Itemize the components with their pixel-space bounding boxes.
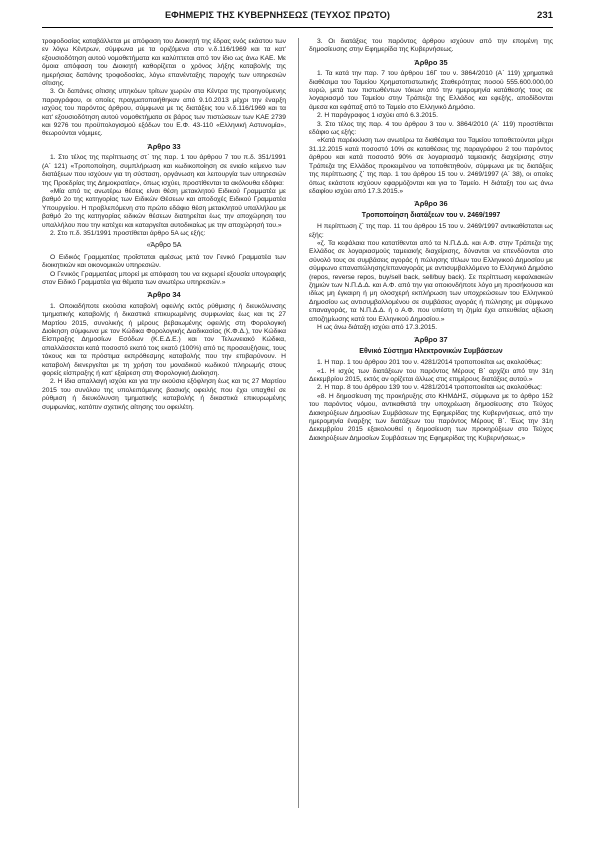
paragraph: τροφοδοσίας καταβάλλεται με απόφαση του Διοικητή της έδρας ενός εκάστου των εν λόγω Κέντρων, σύμφωνα με τα οριζόμενα στο ν.δ.116/1969 και τα κατ' εξουσιοδότηση αυτού νομοθετήματα και καλύπτεται από τον ίδιο ως άνω ΚΑΕ. Με όμοια απόφαση του Διοικητή καθορίζεται ο χρόνος λήξης καταβολής της ημερήσιας δαπάνης τροφοδοσίας, λόγω επανένταξης παροχής των υπηρεσιών σίτισης. [42, 38, 286, 88]
paragraph: 2. Η παρ. 8 του άρθρου 139 του ν. 4281/2014 τροποποιείται ως ακολούθως: [317, 384, 542, 392]
paragraph: Η ως άνω διάταξη ισχύει από 17.3.2015. [317, 324, 438, 331]
paragraph: Η περίπτωση ζ΄ της παρ. 11 του άρθρου 15 του ν. 2469/1997 αντικαθίσταται ως εξής: [309, 223, 553, 239]
paragraph: Ο Ειδικός Γραμματέας προΐσταται αμέσως μετά τον Γενικό Γραμματέα των διοικητικών και οικονομικών υπηρεσιών. [42, 253, 286, 270]
paragraph: «Κατά παρέκκλιση των ανωτέρω τα διαθέσιμα του Ταμείου τοποθετούνται μέχρι 31.12.2015 κατά ποσοστό 10% σε καταθέσεις της παραγράφου 2 του παρόντος άρθρου και κατά ποσοστό 90% σε λογαριασμό ταμειακής διαχείρισης στην Τράπεζα της Ελλάδος προκειμένου να τοποθετηθούν, σύμφωνα με τις διατάξεις της περίπτωσης ζ΄ της παρ. 1 του άρθρου 15 του ν. 2469/1997 (Α΄ 38), οι οποίες όπως εκάστοτε ισχύουν εφαρμόζονται και για το Ταμείο. Η διάταξη του ως άνω εδαφίου ισχύει από 17.3.2015.» [309, 137, 553, 195]
paragraph: 2. Η ίδια απαλλαγή ισχύει και για την εκούσια εξόφληση έως και τις 27 Μαρτίου 2015 του συνόλου της υπολειπόμενης βασικής οφειλής που έχει υπαχθεί σε ρύθμιση ή διευκόλυνση τμηματικής καταβολής ή δικαστικά επικυρωμένης συμφωνίας, κατόπιν σχετικής αίτησης του οφειλέτη. [42, 378, 286, 411]
paragraph: «1. Η ισχύς των διατάξεων του παρόντος Μέρους Β΄ αρχίζει από την 31η Δεκεμβρίου 2015, εκτός αν ορίζεται άλλως στις επιμέρους διατάξεις αυτού.» [309, 367, 553, 384]
article-heading: Άρθρο 37 [414, 335, 448, 345]
paragraph: 1. Οποιαδήποτε εκούσια καταβολή οφειλής εκτός ρύθμισης ή διευκόλυνσης τμηματικής καταβολής ή δικαστικά επικυρωμένης συμφωνίας έως και τις 27 Μαρτίου 2015, συνολικής ή μέρους βεβαιωμένης οφειλής στη Φορολογική Διοίκηση σύμφωνα με τον Κώδικα Φορολογικής Διαδικασίας (Κ.Φ.Δ.), τον Κώδικα Είσπραξης Δημοσίων Εσόδων (Κ.Ε.Δ.Ε.) και τον Τελωνειακό Κώδικα, απαλλάσσεται κατά ποσοστό εκατό τοις εκατό (100%) από τις προσαυξήσεις, τους τόκους και τα πρόστιμα εκπρόθεσμης καταβολής που την επιβαρύνουν. Η καταβολή διενεργείται με τη χρήση του μοναδικού κωδικού πληρωμής στους φορείς είσπραξης ή κατ' εξαίρεση στη Φορολογική Διοίκηση. [42, 302, 286, 378]
paragraph: 2. Η παράγραφος 1 ισχύει από 6.3.2015. [317, 112, 438, 120]
article-title: Τροποποίηση διατάξεων του ν. 2469/1997 [361, 211, 501, 219]
article-heading: Άρθρο 35 [414, 57, 448, 67]
paragraph: Ο Γενικός Γραμματέας μπορεί με απόφαση του να εκχωρεί εξουσία υπογραφής στον Ειδικό Γραμματέα για θέματα των ανωτέρω υπηρεσιών.» [42, 270, 286, 286]
article-heading: Άρθρο 33 [147, 141, 181, 151]
paragraph: 1. Τα κατά την παρ. 7 του άρθρου 16Γ του ν. 3864/2010 (Α΄ 119) χρηματικά διαθέσιμα του Ταμείου Χρηματοπιστωτικής Σταθερότητας ποσού 555.600.000,00 ευρώ, μετά των πιστωθέντων τόκων από την ημερομηνία κατάθεσής τους σε λογαριασμό του Ταμείου στην Τράπεζα της Ελλάδος και εφεξής, αποδίδονται άμεσα και εφάπαξ από το Ταμείο στο Ελληνικό Δημόσιο. [309, 70, 553, 111]
article-heading: «Άρθρο 5Α [146, 242, 182, 250]
paragraph: 3. Οι δαπάνες σίτισης υπηκόων τρίτων χωρών στα Κέντρα της προηγούμενης παραγράφου, οι οποίες πραγματοποιήθηκαν από 9.10.2013 μέχρι την έναρξη ισχύος του παρόντος άρθρου, σύμφωνα με τις διατάξεις του ν.δ.116/1969 και τα κατ' εξουσιοδότηση αυτού νομοθετήματα σε βάρος των πιστώσεων των ΚΑΕ 2739 και 9276 του προϋπολογισμού εξόδων του Ε.Φ. 43-110 «Ελληνική Αστυνομία», θεωρούνται νόμιμες. [42, 88, 286, 138]
gazette-title: ΕΦΗΜΕΡΙΣ ΤΗΣ ΚΥΒΕΡΝΗΣΕΩΣ (ΤΕΥΧΟΣ ΠΡΩΤΟ) [164, 10, 391, 20]
paragraph: 2. Στο π.δ. 351/1991 προστίθεται άρθρο 5Α ως εξής: [50, 229, 206, 237]
page-number: 231 [536, 10, 553, 21]
article-heading: Άρθρο 36 [414, 199, 448, 209]
paragraph: 1. Στο τέλος της περίπτωσης στ΄ της παρ. 1 του άρθρου 7 του π.δ. 351/1991 (Α΄ 121) «Τροποποίηση, συμπλήρωση και κωδικοποίηση σε ενιαίο κείμενο των διατάξεων που ισχύουν για τη σύσταση, οργάνωση και λειτουργία των υπηρεσιών της Προεδρίας της Δημοκρατίας», όπως ισχύει, προστίθενται τα ακόλουθα εδάφια: [42, 154, 286, 187]
paragraph: «8. Η δημοσίευση της προκήρυξης στο ΚΗΜΔΗΣ, σύμφωνα με το άρθρο 152 του παρόντος νόμου, αντικαθιστά την υποχρέωση δημοσίευσης στο Τεύχος Διακηρύξεων Δημοσίων Συμβάσεων της Εφημερίδας της Κυβερνήσεως, από την ημερομηνία έναρξης των διατάξεων του παρόντος Μέρους Β΄. Έως την 31η Δεκεμβρίου 2015 εξακολουθεί η δημοσίευση των προκηρύξεων στο Τεύχος Διακηρύξεων Δημοσίων Συμβάσεων της Εφημερίδας της Κυβερνήσεως.» [309, 392, 553, 442]
page-header [42, 10, 553, 26]
paragraph: 1. Η παρ. 1 του άρθρου 201 του ν. 4281/2014 τροποποιείται ως ακολούθως: [317, 359, 542, 367]
article-title: Εθνικό Σύστημα Ηλεκτρονικών Συμβάσεων [359, 347, 503, 355]
article-heading: Άρθρο 34 [147, 290, 181, 300]
paragraph: 3. Στο τέλος της παρ. 4 του άρθρου 3 του ν. 3864/2010 (Α΄ 119) προστίθεται εδάφιο ως εξής: [309, 120, 553, 137]
paragraph: «Μία από τις ανωτέρω θέσεις είναι θέση μετακλητού Ειδικού Γραμματέα με βαθμό 2ο της κατηγορίας των Ειδικών Θέσεων και αποδοχές Ειδικού Γραμματέα Υπουργείου. Η προβλεπόμενη στο πρώτο εδάφιο θέση μετακλητού υπαλλήλου με βαθμό 2ο της κατηγορίας ειδικών θέσεων διατηρείται έως την αποχώρηση του υπαλλήλου που την κατέχει και καταργείται αυτοδικαίως με την αποχώρησή του.» [42, 187, 286, 229]
paragraph: 3. Οι διατάξεις του παρόντος άρθρου ισχύουν από την επομένη της δημοσίευσης στην Εφημερίδα της Κυβερνήσεως. [309, 38, 553, 54]
paragraph: «ζ. Τα κεφάλαια που κατατίθενται από τα Ν.Π.Δ.Δ. και Α.Φ. στην Τράπεζα της Ελλάδος σε λογαριασμούς ταμειακής διαχείρισης, δύνανται να επενδύονται στο σύνολό τους σε συμβάσεις αγοράς ή πώλησης τίτλων του Ελληνικού Δημοσίου με σύμφωνο επαναπώλησης/επαναγοράς με αντισυμβαλλόμενο το Ελληνικό Δημόσιο (repos, reverse repos, buy/sell back, sell/buy back). Σε περίπτωση κεφαλαιακών ζημιών των Ν.Π.Δ.Δ. και Α.Φ. από την για οποιονδήποτε λόγο μη προσήκουσα και ιδίως μη έγκαιρη ή μη ολοσχερή εκπλήρωση των υποχρεώσεων του Ελληνικού Δημοσίου ως αντισυμβαλλομένου σε συμβάσεις αγοράς ή πώλησης με σύμφωνο επαναγοράς, τα Ν.Π.Δ.Δ. ή ο Α.Φ. που υπέστη τη ζημία έχει απευθείας αξίωση αποζημίωσης κατά του Ελληνικού Δημοσίου.» [309, 239, 553, 323]
column-divider [298, 38, 299, 808]
header-rule [42, 27, 553, 28]
right-column [309, 38, 553, 443]
left-column [42, 38, 286, 412]
